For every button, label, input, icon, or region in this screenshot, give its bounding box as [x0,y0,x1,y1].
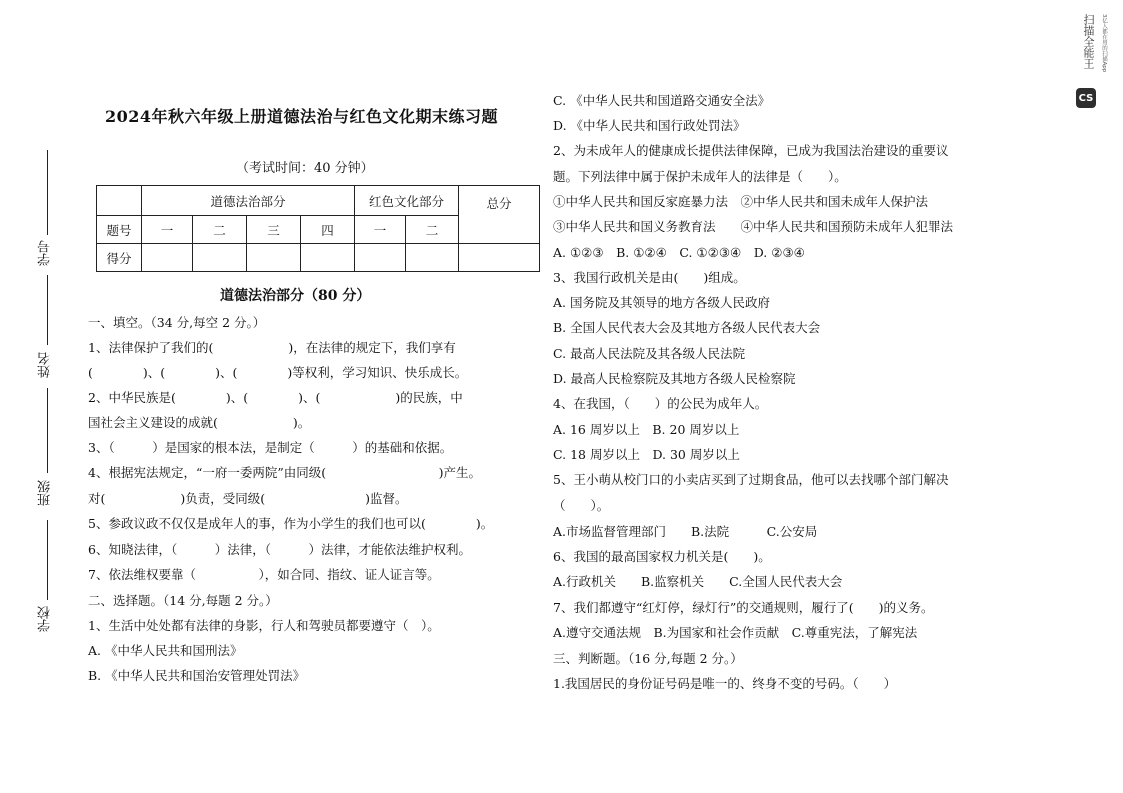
watermark-tagline: 3亿人都在用的扫描App [1101,14,1107,73]
left-line: A. 《中华人民共和国刑法》 [88,643,243,658]
right-line: A. 16 周岁以上 B. 20 周岁以上 [553,422,740,437]
right-line: ①中华人民共和国反家庭暴力法 ②中华人民共和国未成年人保护法 [553,194,929,209]
right-line: 6、我国的最高国家权力机关是( )。 [553,549,771,564]
score-cell[interactable] [406,244,459,272]
right-line: C. 18 周岁以上 D. 30 周岁以上 [553,447,740,462]
exam-title: 2024年秋六年级上册道德法治与红色文化期末练习题 [105,107,499,126]
right-line: D. 最高人民检察院及其地方各级人民检察院 [553,371,796,386]
camscanner-logo: CS [1076,88,1096,108]
right-line: 三、判断题。（16 分,每题 2 分。） [553,651,743,666]
right-line: B. 全国人民代表大会及其地方各级人民代表大会 [553,320,821,335]
table-col-3: 三 [247,216,301,244]
table-col-5: 一 [355,216,406,244]
binding-label-class: 班级 [38,480,53,506]
section-title: 道德法治部分（80 分） [220,288,371,304]
score-cell[interactable] [301,244,355,272]
right-line: ③中华人民共和国义务教育法 ④中华人民共和国预防未成年人犯罪法 [553,219,954,234]
right-line: A.遵守交通法规 B.为国家和社会作贡献 C.尊重宪法，了解宪法 [553,625,918,640]
right-line: A.行政机关 B.监察机关 C.全国人民代表大会 [553,574,843,589]
left-line: 4、根据宪法规定，“一府一委两院”由同级( )产生。 [88,465,481,480]
left-line: 6、知晓法律，（ ）法律，（ ）法律，才能依法维护权利。 [88,542,471,557]
table-group-moral: 道德法治部分 [142,186,355,216]
binding-line-2 [47,275,48,345]
table-total-header: 总分 [459,186,540,244]
left-line: 7、依法维权要靠（ ），如合同、指纹、证人证言等。 [88,567,440,582]
watermark-name: 扫描全能王 [1082,14,1095,69]
table-group-red: 红色文化部分 [355,186,459,216]
exam-time: （考试时间：40 分钟） [236,161,374,176]
right-line: A.市场监督管理部门 B.法院 C.公安局 [553,524,818,539]
right-line: 3、我国行政机关是由( )组成。 [553,270,746,285]
table-col-1: 一 [142,216,193,244]
score-cell[interactable] [142,244,193,272]
table-col-4: 四 [301,216,355,244]
table-row-label-question: 题号 [97,216,142,244]
right-line: 1.我国居民的身份证号码是唯一的、终身不变的号码。（ ） [553,676,897,691]
left-line: B. 《中华人民共和国治安管理处罚法》 [88,668,306,683]
left-line: 1、法律保护了我们的( )，在法律的规定下，我们享有 [88,340,456,355]
left-line: 二、选择题。（14 分,每题 2 分。） [88,593,278,608]
binding-line-4 [47,520,48,600]
left-line: ( )、( )、( )等权利，学习知识、快乐成长。 [88,365,468,380]
right-line: C. 最高人民法院及其各级人民法院 [553,346,746,361]
left-line: 2、中华民族是( )、( )、( )的民族，中 [88,390,463,405]
left-line: 5、参政议政不仅仅是成年人的事，作为小学生的我们也可以( )。 [88,516,494,531]
left-line: 对( )负责，受同级( )监督。 [88,491,408,506]
binding-label-student-no: 学号 [38,240,53,266]
right-line: 2、为未成年人的健康成长提供法律保障，已成为我国法治建设的重要议 [553,143,949,158]
binding-line-1 [47,150,48,235]
right-line: 5、王小萌从校门口的小卖店买到了过期食品，他可以去找哪个部门解决 [553,472,949,487]
right-line: A. ①②③ B. ①②④ C. ①②③④ D. ②③④ [553,245,805,260]
total-score-cell[interactable] [459,244,540,272]
left-line: 1、生活中处处都有法律的身影，行人和驾驶员都要遵守（ ）。 [88,618,440,633]
table-row-label-score: 得分 [97,244,142,272]
score-table [96,185,540,272]
right-line: A. 国务院及其领导的地方各级人民政府 [553,295,770,310]
score-cell[interactable] [193,244,247,272]
table-col-6: 二 [406,216,459,244]
score-cell[interactable] [355,244,406,272]
table-corner [97,186,142,216]
binding-label-name: 姓名 [38,352,53,378]
left-line: 3、（ ）是国家的根本法，是制定（ ）的基础和依据。 [88,440,453,455]
right-line: 4、在我国，（ ）的公民为成年人。 [553,396,768,411]
left-line: 一、填空。（34 分,每空 2 分。） [88,315,266,330]
table-col-2: 二 [193,216,247,244]
right-line: 7、我们都遵守“红灯停，绿灯行”的交通规则，履行了( )的义务。 [553,600,934,615]
right-line: D. 《中华人民共和国行政处罚法》 [553,118,746,133]
binding-label-school: 学校 [38,606,53,632]
right-line: 题。下列法律中属于保护未成年人的法律是（ ）。 [553,169,847,184]
score-cell[interactable] [247,244,301,272]
left-line: 国社会主义建设的成就( )。 [88,415,311,430]
right-line: C. 《中华人民共和国道路交通安全法》 [553,93,771,108]
right-line: （ ）。 [553,498,610,513]
binding-line-3 [47,388,48,473]
